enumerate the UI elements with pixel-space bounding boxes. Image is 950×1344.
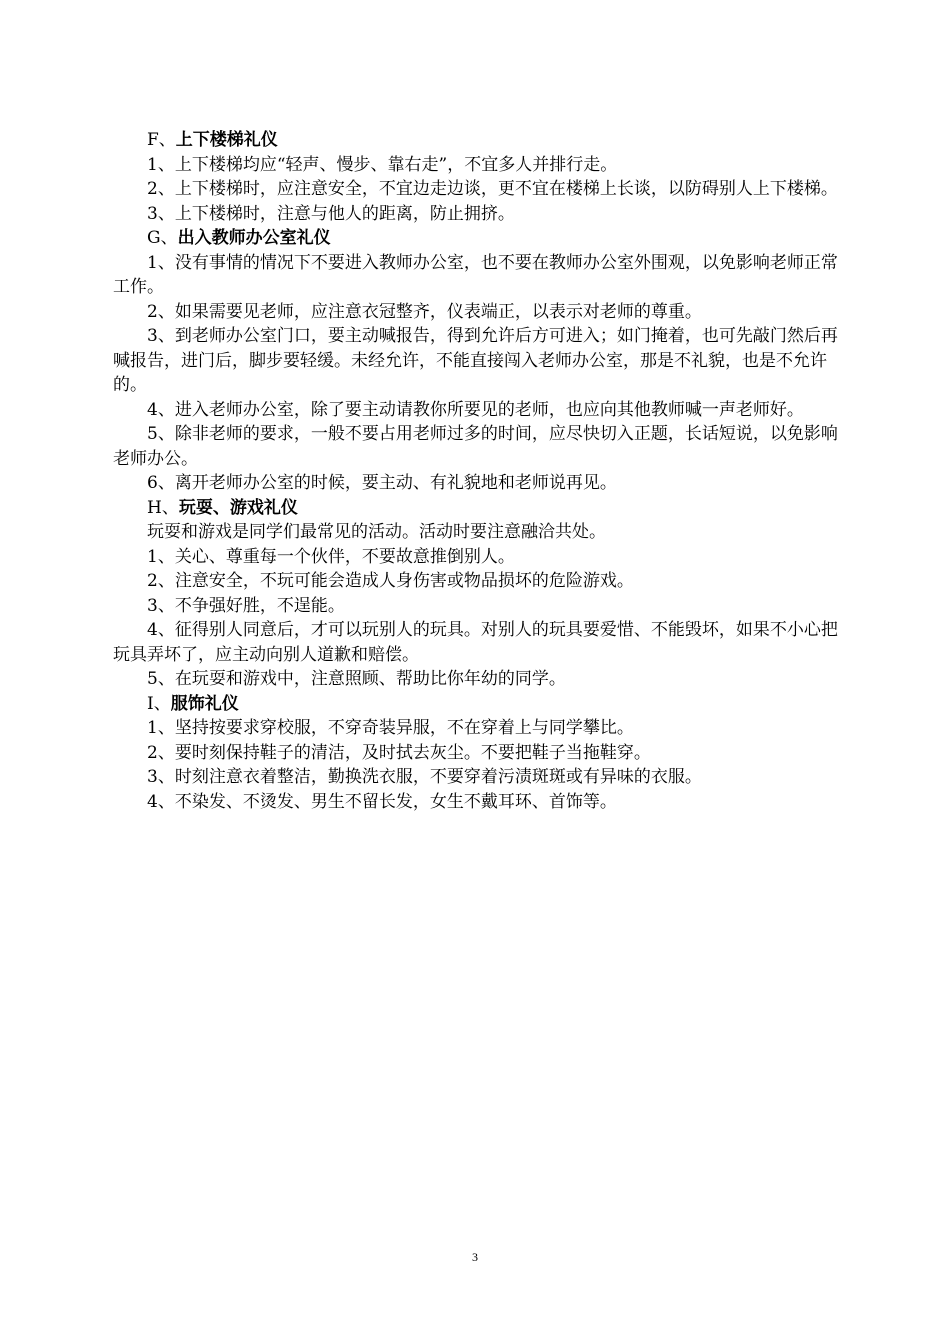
section-teacher-office-etiquette	[113, 226, 840, 496]
paragraph: 3、到老师办公室门口，要主动喊报告，得到允许后方可进入；如门掩着，也可先敲门然后再喊报告，进门后，脚步要轻缓。未经允许，不能直接闯入老师办公室，那是不礼貌，也是不允许的。	[113, 326, 838, 395]
paragraph: 4、征得别人同意后，才可以玩别人的玩具。对别人的玩具要爱惜、不能毁坏，如果不小心把玩具弄坏了，应主动向别人道歉和赔偿。	[113, 620, 838, 665]
section-heading	[113, 692, 840, 717]
paragraph: 3、时刻注意衣着整洁，勤换洗衣服，不要穿着污渍斑斑或有异味的衣服。	[147, 767, 702, 787]
section-title: 玩耍、游戏礼仪	[178, 497, 298, 518]
paragraph: 5、除非老师的要求，一般不要占用老师过多的时间，应尽快切入正题，长话短说，以免影响老师办公。	[113, 424, 838, 469]
paragraph: 1、关心、尊重每一个伙伴，不要故意推倒别人。	[147, 546, 515, 567]
section-play-games-etiquette	[113, 496, 840, 692]
paragraph: 玩耍和游戏是同学们最常见的活动。活动时要注意融洽共处。	[147, 522, 606, 542]
section-stairs-etiquette	[113, 128, 840, 226]
section-title: 服饰礼仪	[170, 693, 239, 714]
page-number: 3	[472, 1250, 478, 1264]
section-title: 上下楼梯礼仪	[175, 130, 278, 150]
paragraph: 2、如果需要见老师，应注意衣冠整齐，仪表端正，以表示对老师的尊重。	[147, 301, 702, 322]
paragraph: 1、没有事情的情况下不要进入教师办公室，也不要在教师办公室外围观，以免影响老师正常工作。	[113, 252, 838, 297]
section-title: 出入教师办公室礼仪	[177, 228, 331, 248]
paragraph: 1、上下楼梯均应“轻声、慢步、靠右走”，不宜多人并排行走。	[147, 154, 618, 175]
section-heading	[113, 226, 840, 251]
section-prefix: H、	[147, 497, 179, 518]
paragraph: 3、上下楼梯时，注意与他人的距离，防止拥挤。	[147, 203, 515, 224]
paragraph: 2、注意安全，不玩可能会造成人身伤害或物品损坏的危险游戏。	[147, 571, 634, 591]
section-heading	[113, 496, 840, 521]
section-prefix: F、	[147, 130, 176, 150]
paragraph: 4、进入老师办公室，除了要主动请教你所要见的老师，也应向其他教师喊一声老师好。	[147, 399, 804, 420]
paragraph: 2、上下楼梯时，应注意安全，不宜边走边谈，更不宜在楼梯上长谈，以防碍别人上下楼梯。	[147, 179, 838, 199]
document-body	[113, 128, 840, 814]
paragraph: 5、在玩耍和游戏中，注意照顾、帮助比你年幼的同学。	[147, 669, 566, 689]
section-clothing-etiquette	[113, 692, 840, 815]
section-heading	[113, 128, 840, 153]
paragraph: 1、坚持按要求穿校服，不穿奇装异服，不在穿着上与同学攀比。	[147, 718, 634, 738]
section-prefix: I、	[147, 693, 171, 714]
paragraph: 3、不争强好胜，不逞能。	[147, 595, 345, 616]
paragraph: 4、不染发、不烫发、男生不留长发，女生不戴耳环、首饰等。	[147, 791, 617, 812]
section-prefix: G、	[147, 228, 178, 248]
paragraph: 6、离开老师办公室的时候，要主动、有礼貌地和老师说再见。	[147, 473, 617, 493]
paragraph: 2、要时刻保持鞋子的清洁，及时拭去灰尘。不要把鞋子当拖鞋穿。	[147, 742, 651, 763]
